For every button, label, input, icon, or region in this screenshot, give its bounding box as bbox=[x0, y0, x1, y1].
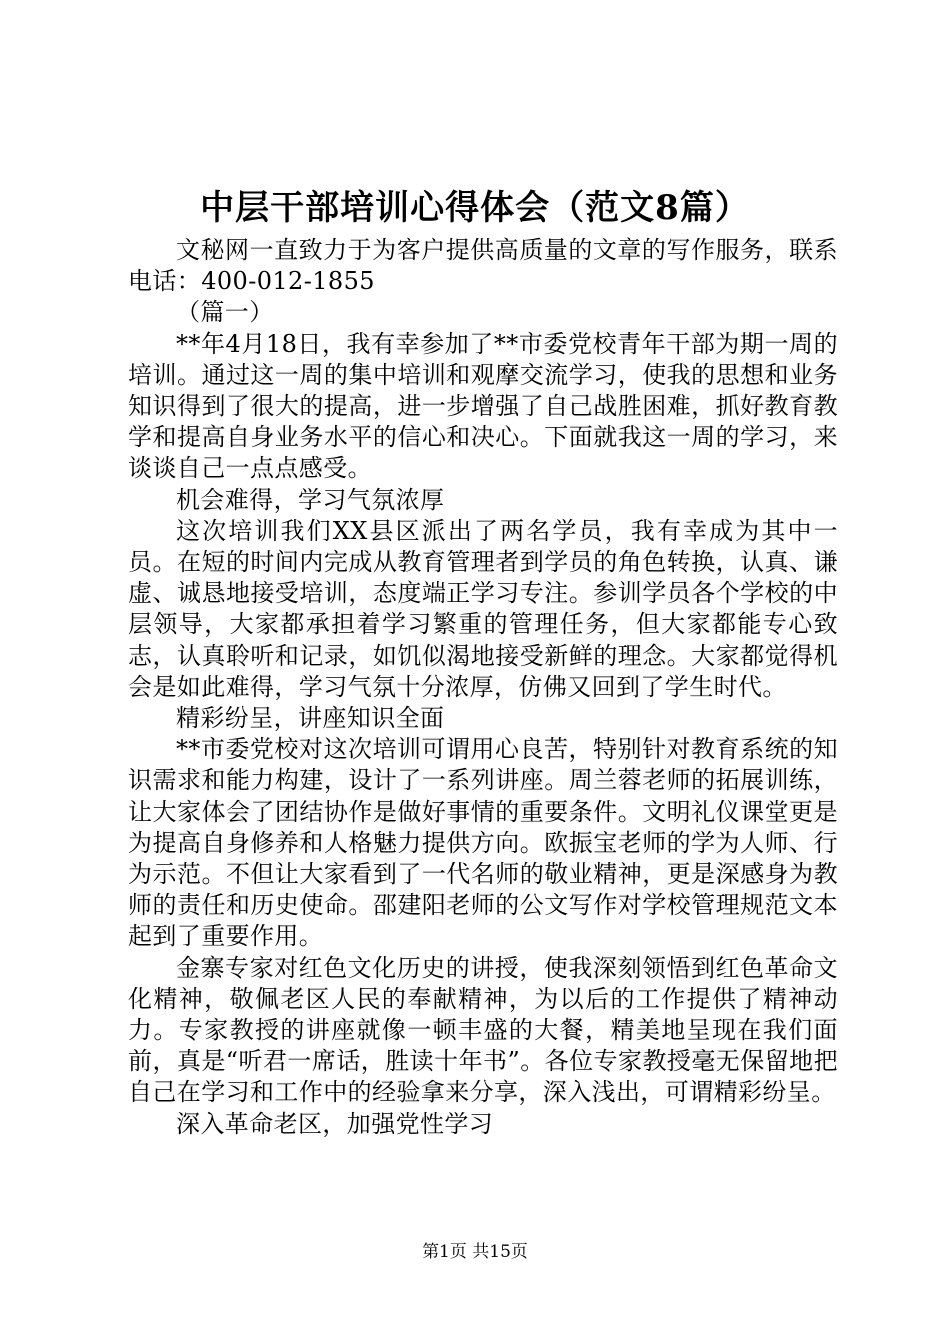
paragraph-intro: 文秘网一直致力于为客户提供高质量的文章的写作服务，联系电话：400-012-1855 bbox=[128, 236, 838, 296]
document-title: 中层干部培训心得体会（范文8篇） bbox=[200, 188, 750, 228]
paragraph: **市委党校对这次培训可谓用心良苦，特别针对教育系统的知识需求和能力构建，设计了一系列讲座。周兰蓉老师的拓展训练，让大家体会了团结协作是做好事情的重要条件。文明礼仪课堂更是为提高自身修养和人格魅力提供方向。欧振宝老师的学为人师、行为示范。不但让大家看到了一代名师的敬业精神，更是深感身为教师的责任和历史使命。邵建阳老师的公文写作对学校管理规范文本起到了重要作用。 bbox=[128, 735, 838, 951]
section-heading: 机会难得，学习气氛浓厚 bbox=[176, 485, 445, 514]
paragraph: **年4月18日，我有幸参加了**市委党校青年干部为期一周的培训。通过这一周的集中培训和观摩交流学习，使我的思想和业务知识得到了很大的提高，进一步增强了自己战胜困难，抓好教育教学和提高自身业务水平的信心和决心。下面就我这一周的学习，来谈谈自己一点点感受。 bbox=[128, 329, 838, 483]
paragraph: 这次培训我们XX县区派出了两名学员，我有幸成为其中一员。在短的时间内完成从教育管理者到学员的角色转换，认真、谦虚、诚恳地接受培训，态度端正学习专注。参训学员各个学校的中层领导，大家都承担着学习繁重的管理任务，但大家都能专心致志，认真聆听和记录，如饥似渴地接受新鲜的理念。大家都觉得机会是如此难得，学习气氛十分浓厚，仿佛又回到了学生时代。 bbox=[128, 516, 838, 701]
paragraph: 金寨专家对红色文化历史的讲授，使我深刻领悟到红色革命文化精神，敬佩老区人民的奉献精神，为以后的工作提供了精神动力。专家教授的讲座就像一顿丰盛的大餐，精美地呈现在我们面前，真是“听君一席话，胜读十年书”。各位专家教授毫无保留地把自己在学习和工作中的经验拿来分享，深入浅出，可谓精彩纷呈。 bbox=[128, 953, 838, 1107]
document-body bbox=[128, 235, 838, 1140]
page-footer: 第1页 共15页 bbox=[422, 1242, 528, 1262]
section-heading: 深入革命老区，加强党性学习 bbox=[176, 1109, 494, 1138]
section-heading: 精彩纷呈，讲座知识全面 bbox=[176, 704, 445, 733]
paragraph-section-label: （篇一） bbox=[176, 298, 274, 327]
